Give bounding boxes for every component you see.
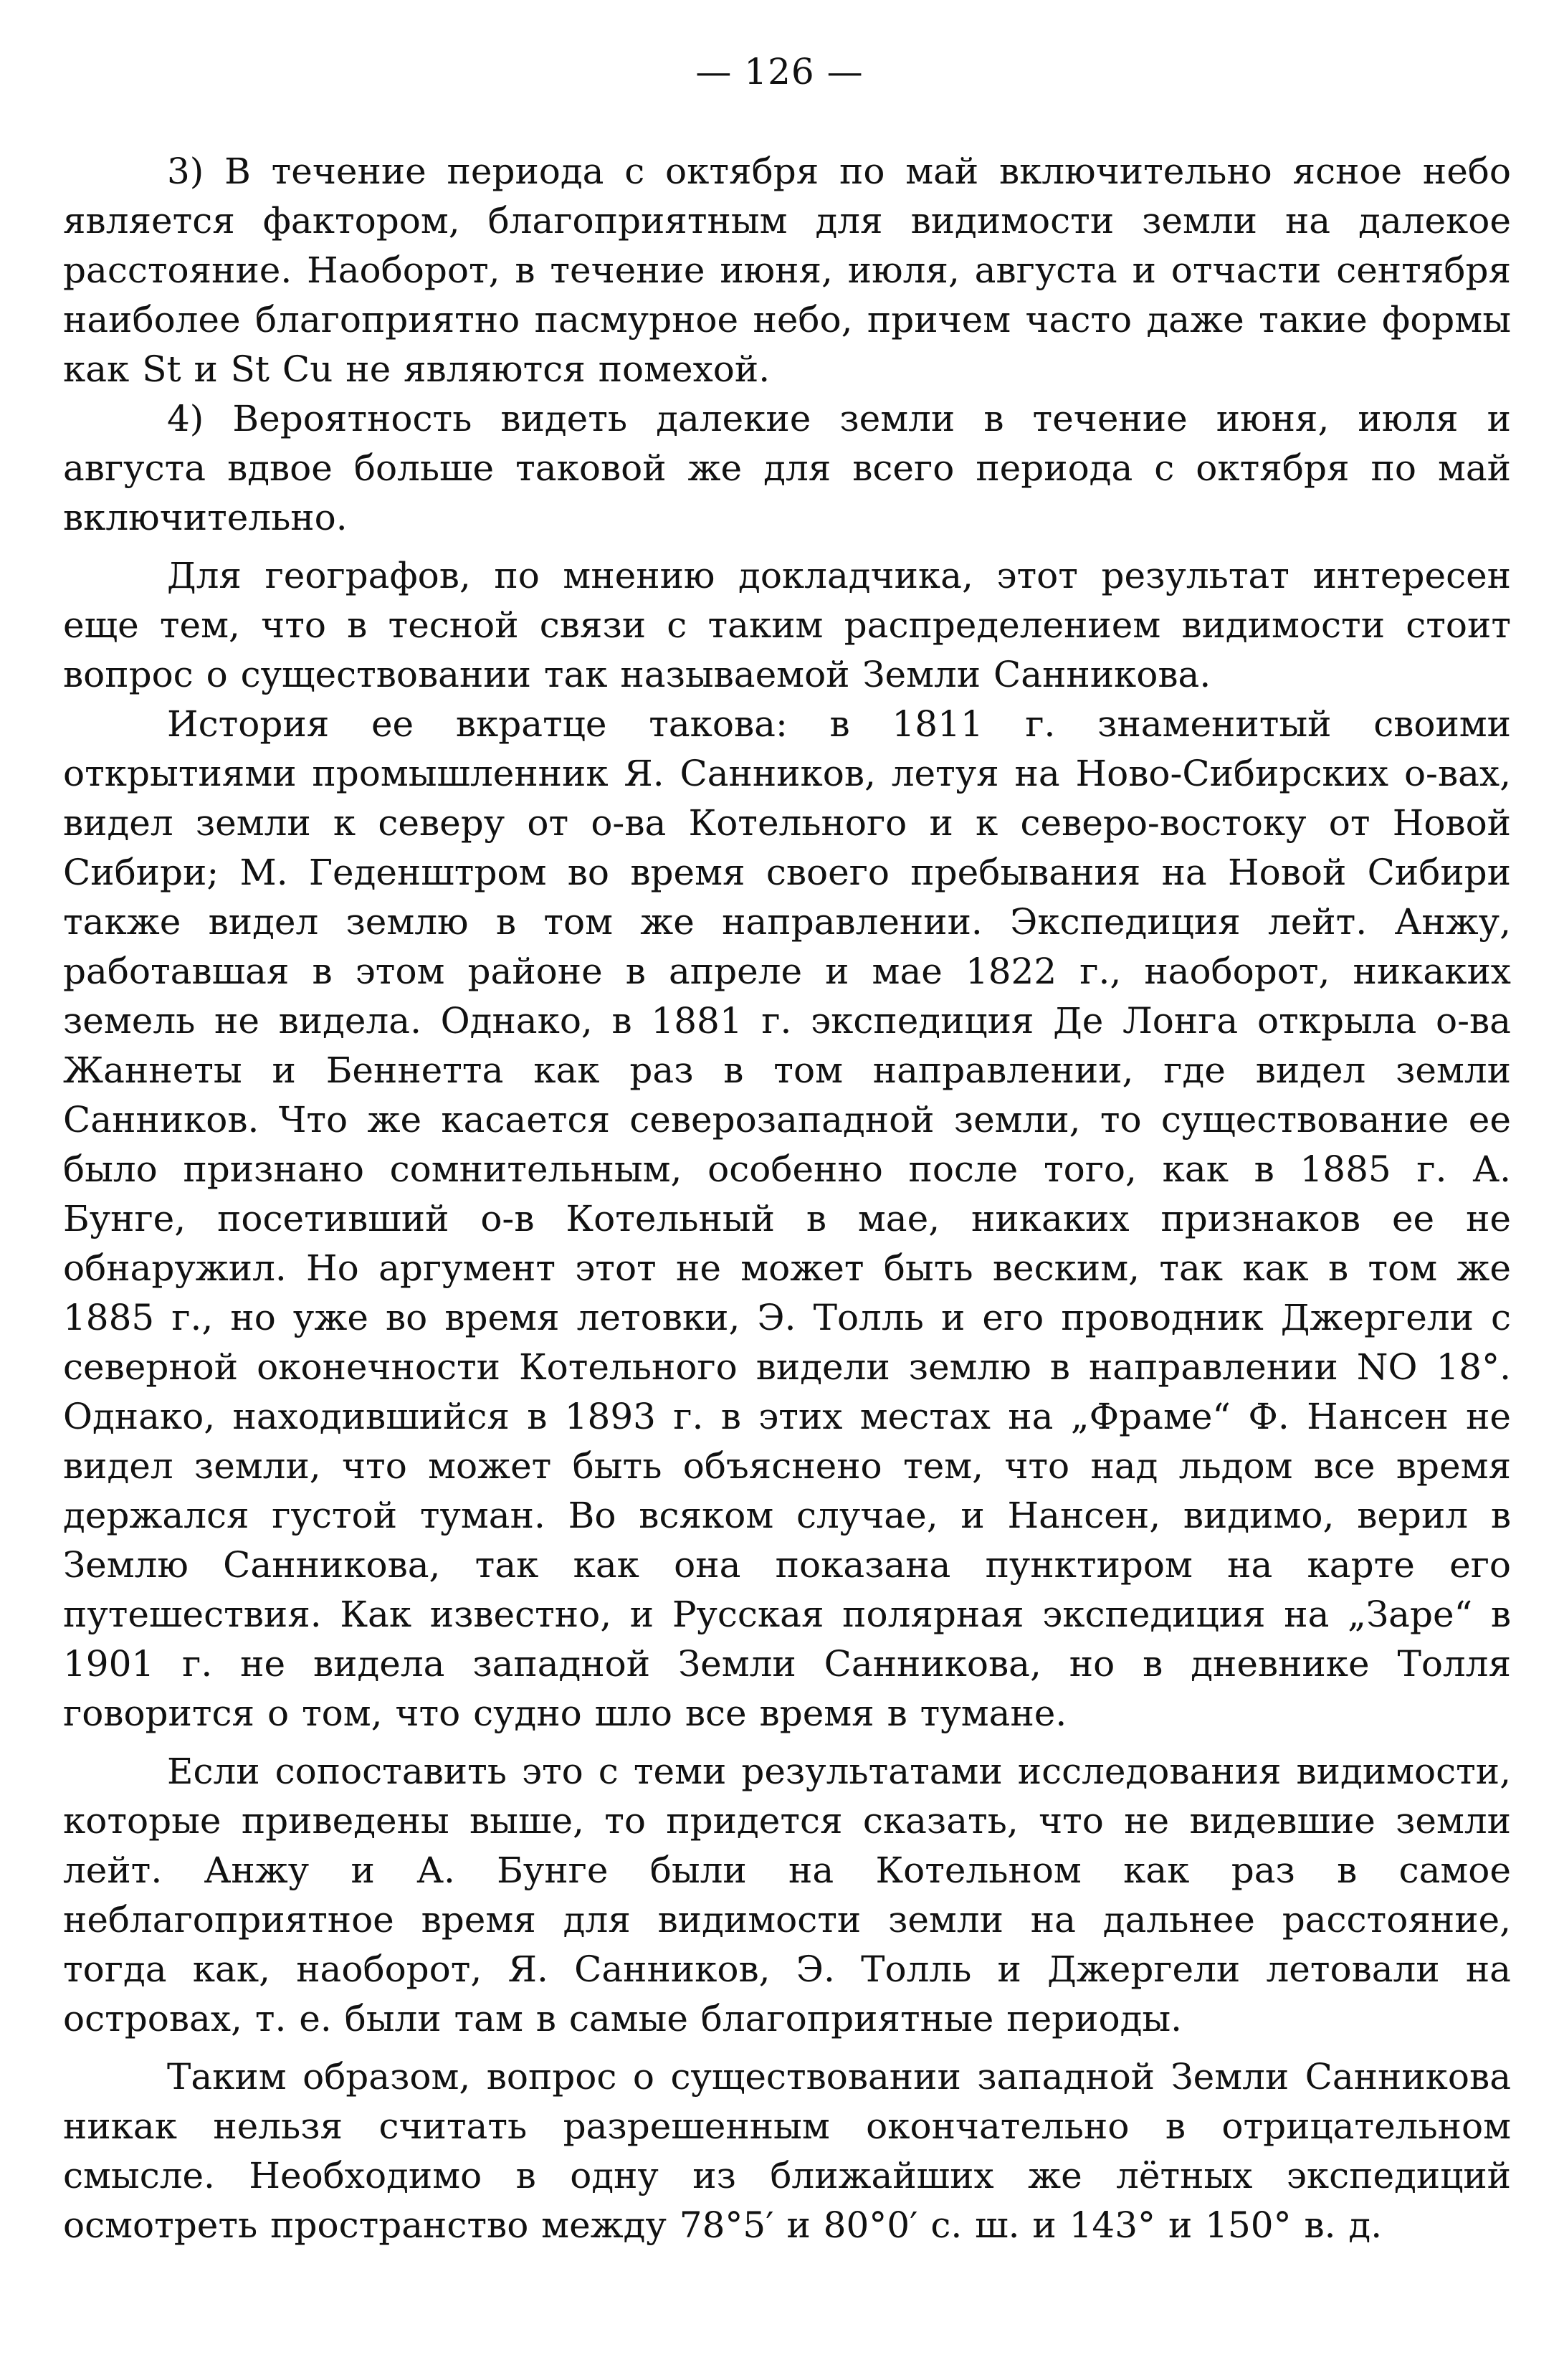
page-body	[63, 147, 1511, 2250]
paragraph-probability-summer: 4) Вероятность видеть далекие земли в течение июня, июля и августа вдвое больше таковой же для всего периода с октября по май включительно.	[63, 398, 1511, 538]
paragraph-clear-sky-factor: 3) В течение периода с октября по май включительно ясное небо является фактором, благоприятным для видимости земли на далекое расстояние. Наоборот, в течение июня, июля, августа и отчасти сентября наиболее благоприятно пасмурное небо, причем часто даже такие формы как St и St Cu не являются помехой.	[63, 151, 1511, 390]
paragraph-conclusion: Таким образом, вопрос о существовании западной Земли Санникова никак нельзя считать разрешенным окончательно в отрицательном смысле. Необходимо в одну из ближайших же лётных экспедиций осмотреть пространство между 78°5′ и 80°0′ с. ш. и 143° и 150° в. д.	[63, 2056, 1511, 2246]
paragraph-geographers-interest: Для географов, по мнению докладчика, этот результат интересен еще тем, что в тесной связи с таким распределением видимости стоит вопрос о существовании так называемой Земли Санникова.	[63, 555, 1511, 695]
paragraph-comparison: Если сопоставить это с теми результатами исследования видимости, которые приведены выше, то придется сказать, что не видевшие земли лейт. Анжу и А. Бунге были на Котельном как раз в самое неблагоприятное время для видимости земли на дальнее расстояние, тогда как, наоборот, Я. Санников, Э. Толль и Джергели летовали на островах, т. е. были там в самые благоприятные периоды.	[63, 1751, 1511, 2039]
paragraph-sannikov-history: История ее вкратце такова: в 1811 г. знаменитый своими открытиями промышленник Я. Санников, летуя на Ново-Сибирских о-вах, видел земли к северу от о-ва Котельного и к северо-востоку от Новой Сибири; М. Геденштром во время своего пребывания на Новой Сибири также видел землю в том же направлении. Экспедиция лейт. Анжу, работавшая в этом районе в апреле и мае 1822 г., наоборот, никаких земель не видела. Однако, в 1881 г. экспедиция Де Лонга открыла о-ва Жаннеты и Беннетта как раз в том направлении, где видел земли Санников. Что же касается северозападной земли, то существование ее было признано сомнительным, особенно после того, как в 1885 г. А. Бунге, посетивший о-в Котельный в мае, никаких признаков ее не обнаружил. Но аргумент этот не может быть веским, так как в том же 1885 г., но уже во время летовки, Э. Толль и его проводник Джергели с северной оконечности Котельного видели землю в направлении NO 18°. Однако, находившийся в 1893 г. в этих местах на „Фраме“ Ф. Нансен не видел земли, что может быть объяснено тем, что над льдом все время держался густой туман. Во всяком случае, и Нансен, видимо, верил в Землю Санникова, так как она показана пунктиром на карте его путешествия. Как известно, и Русская полярная экспедиция на „Заре“ в 1901 г. не видела западной Земли Санникова, но в дневнике Толля говорится о том, что судно шло все время в тумане.	[63, 703, 1511, 1734]
page-number: — 126 —	[695, 51, 864, 92]
